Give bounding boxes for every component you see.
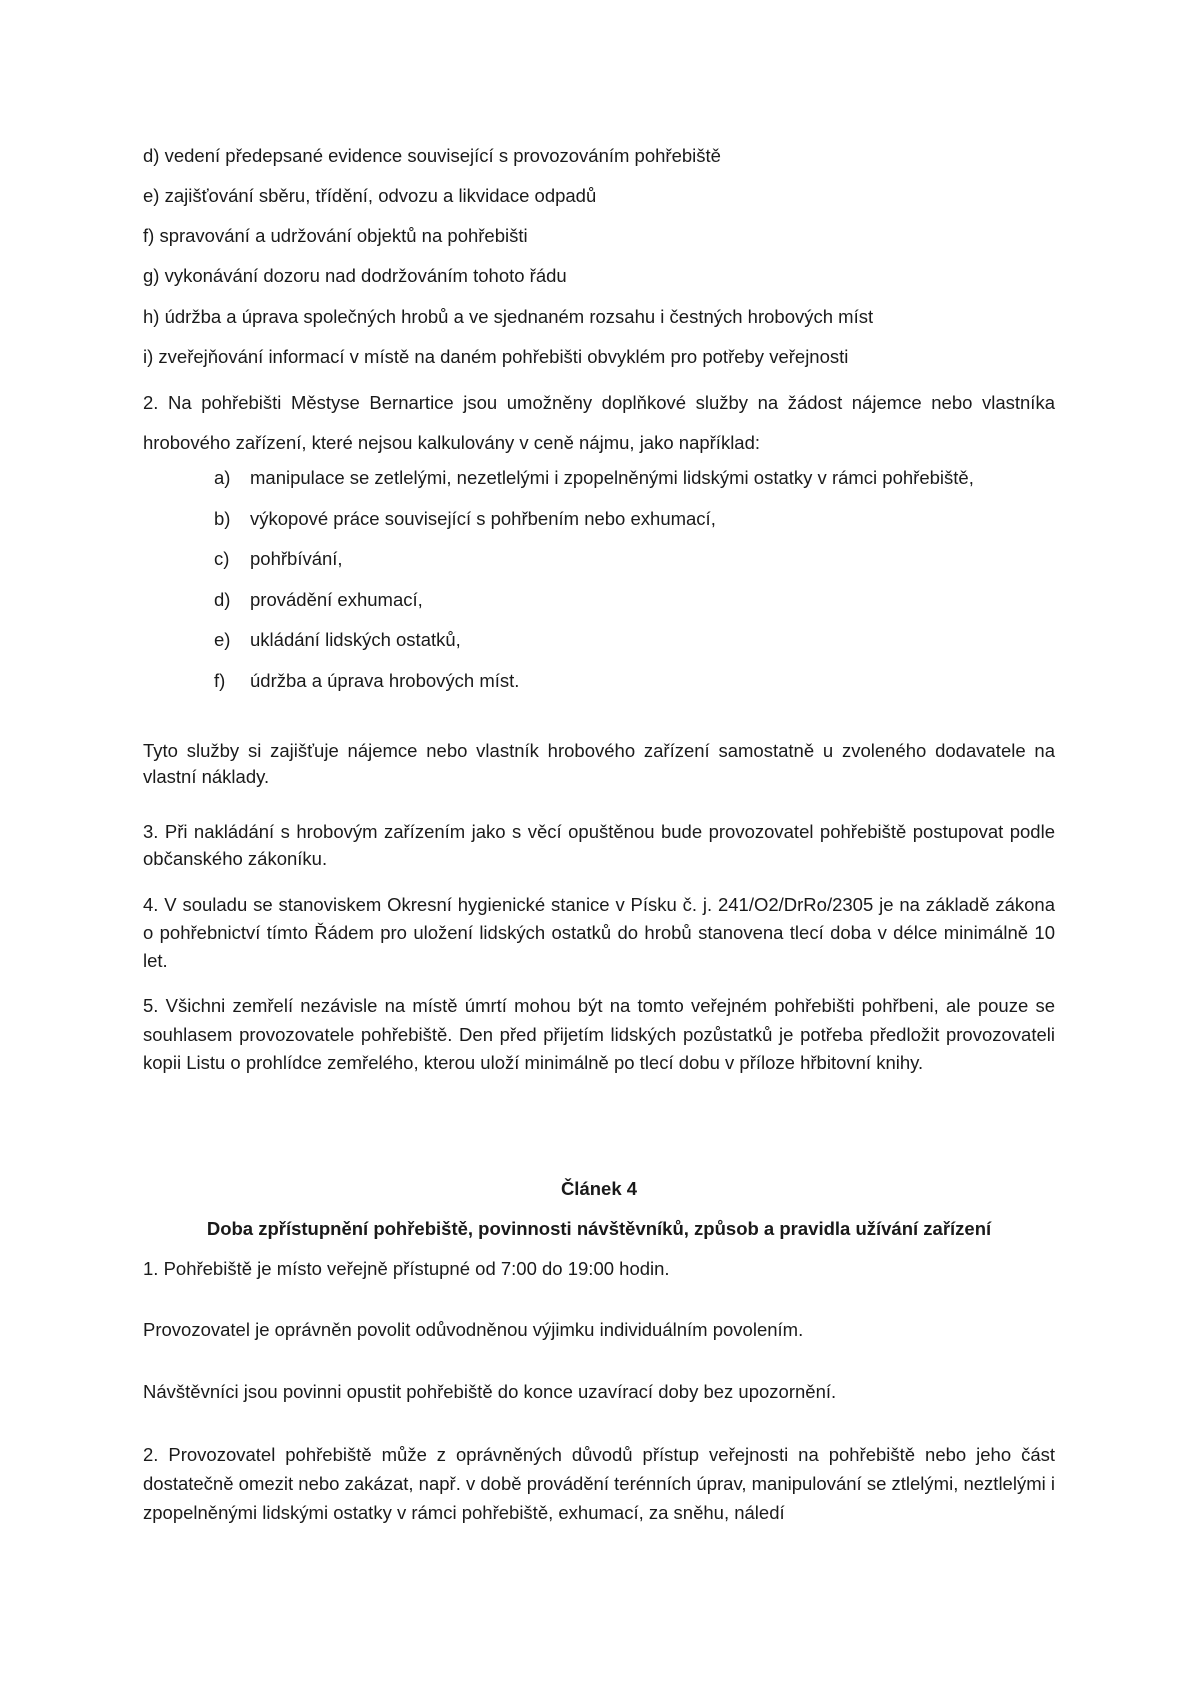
service-letter-a: a) [214,467,231,488]
article4-paragraph-2: 2. Provozovatel pohřebiště může z oprávněných důvodů přístup veřejnosti na pohřebiště nebo jeho část dostatečně omezit nebo zakázat, např. v době provádění terénních úprav, manipulování se ztlelými, neztlelými i zpopelněnými lidskými ostatky v rámci pohřebiště, exhumací, za sněhu, náledí [143,1444,1055,1523]
service-letter-c: c) [214,548,230,569]
paragraph-services-note: Tyto služby si zajišťuje nájemce nebo vlastník hrobového zařízení samostatně u zvoleného dodavatele na vlastní náklady. [143,740,1055,787]
paragraph-2: 2. Na pohřebišti Městyse Bernartice jsou umožněny doplňkové služby na žádost nájemce nebo vlastníka hrobového zařízení, které nejsou kalkulovány v ceně nájmu, jako například: [143,392,1055,453]
list-item-h: h) údržba a úprava společných hrobů a ve sjednaném rozsahu i čestných hrobových míst [143,306,874,327]
service-text-f: údržba a úprava hrobových míst. [250,670,520,691]
service-text-e: ukládání lidských ostatků, [250,629,461,650]
article-number: Článek 4 [560,1178,638,1199]
list-item-e: e) zajišťování sběru, třídění, odvozu a likvidace odpadů [143,185,597,206]
service-letter-b: b) [214,508,231,529]
list-item-d: d) vedení předepsané evidence související s provozováním pohřebiště [143,145,721,166]
paragraph-5: 5. Všichni zemřelí nezávisle na místě úmrtí mohou být na tomto veřejném pohřebišti pohřbeni, ale pouze se souhlasem provozovatele pohřebiště. Den před přijetím lidských pozůstatků je potřeba předložit provozovateli kopii Listu o prohlídce zemřelého, kterou uloží minimálně po tlecí dobu v příloze hřbitovní knihy. [143,995,1055,1073]
paragraph-4: 4. V souladu se stanoviskem Okresní hygienické stanice v Písku č. j. 241/O2/DrRo/2305 je na základě zákona o pohřebnictví tímto Řádem pro uložení lidských ostatků do hrobů stanovena tlecí doba v délce minimálně 10 let. [143,894,1055,971]
paragraph-3: 3. Při nakládání s hrobovým zařízením jako s věcí opuštěnou bude provozovatel pohřebiště postupovat podle občanského zákoníku. [143,821,1055,869]
list-item-f: f) spravování a udržování objektů na pohřebišti [143,225,528,246]
service-letter-d: d) [214,589,231,610]
service-text-a: manipulace se zetlelými, nezetlelými i zpopelněnými lidskými ostatky v rámci pohřebiště, [250,467,974,488]
service-letter-e: e) [214,629,231,650]
article4-paragraph-1b: Provozovatel je oprávněn povolit odůvodněnou výjimku individuálním povolením. [143,1319,804,1340]
list-item-i: i) zveřejňování informací v místě na daném pohřebišti obvyklém pro potřeby veřejnosti [143,346,849,367]
article-title: Doba zpřístupnění pohřebiště, povinnosti návštěvníků, způsob a pravidla užívání zařízení [206,1218,992,1239]
article4-paragraph-1: 1. Pohřebiště je místo veřejně přístupné od 7:00 do 19:00 hodin. [143,1258,670,1279]
service-text-d: provádění exhumací, [250,589,423,610]
service-text-c: pohřbívání, [250,548,343,569]
list-item-g: g) vykonávání dozoru nad dodržováním tohoto řádu [143,265,567,286]
service-letter-f: f) [214,670,226,691]
service-text-b: výkopové práce související s pohřbením nebo exhumací, [250,508,716,529]
article4-paragraph-1c: Návštěvníci jsou povinni opustit pohřebiště do konce uzavírací doby bez upozornění. [143,1381,837,1402]
